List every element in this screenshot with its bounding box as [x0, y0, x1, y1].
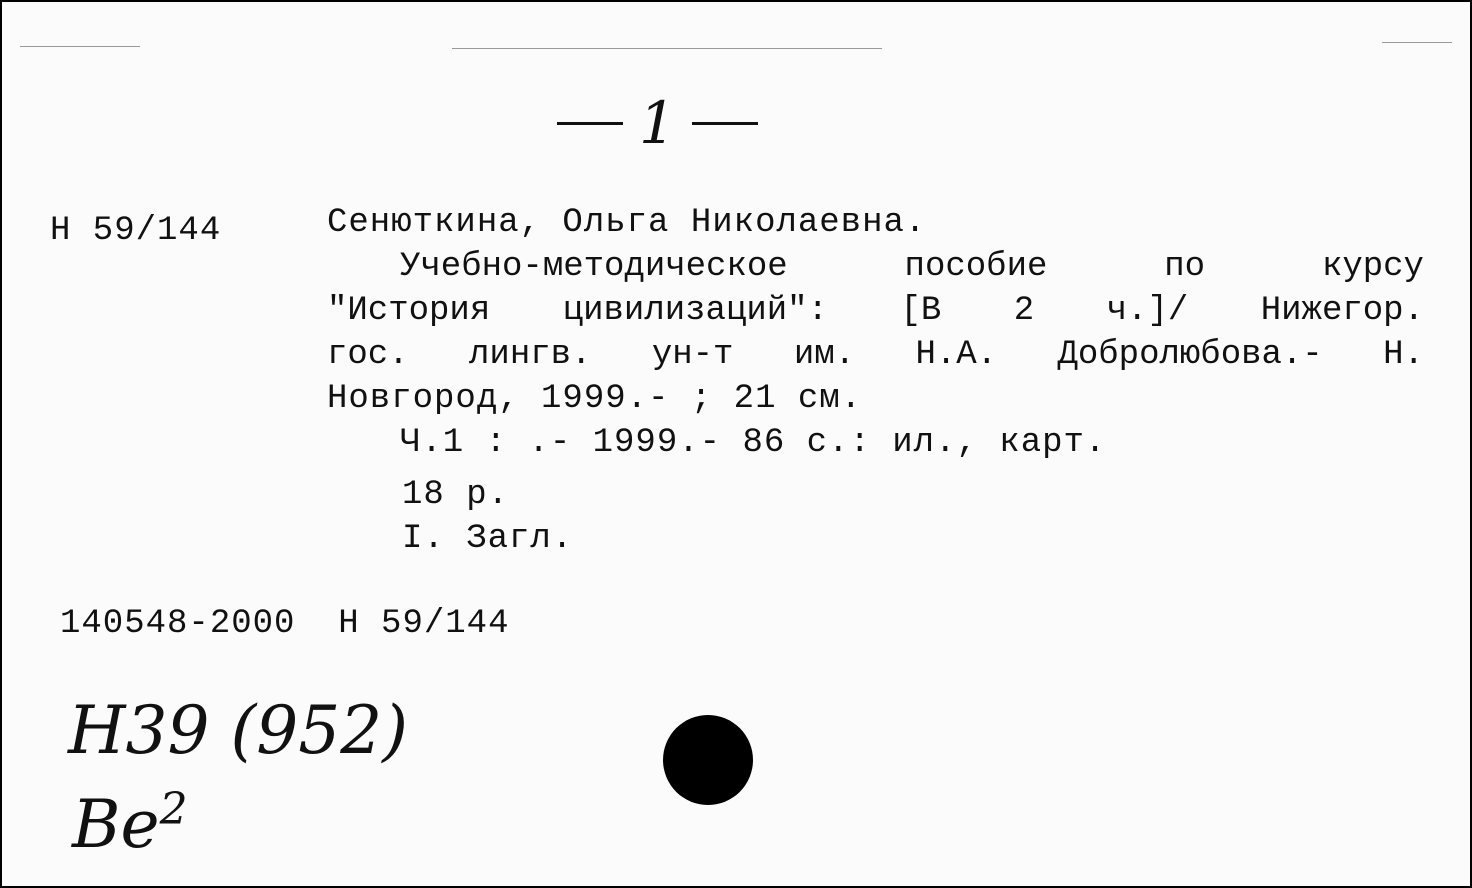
dash-right — [692, 122, 758, 125]
word: пособие — [904, 248, 1048, 286]
tracing: I. Загл. — [402, 520, 574, 558]
dash-left — [557, 122, 623, 125]
word: лингв. — [469, 336, 592, 374]
word: Н.А. — [915, 336, 998, 374]
handwritten-mark — [72, 784, 188, 863]
handwritten-mark-superscript: 2 — [159, 784, 188, 835]
word: гос. — [327, 336, 409, 374]
handwritten-classification: Н39 (952) — [68, 692, 408, 769]
title-line-1 — [400, 248, 1424, 286]
word: Учебно-методическое — [400, 248, 788, 286]
card-number-value: 1 — [639, 89, 676, 157]
price: 18 р. — [402, 476, 510, 514]
scan-noise-line — [452, 48, 882, 49]
scan-noise-line — [20, 46, 140, 47]
word: курсу — [1321, 248, 1424, 286]
word: 2 — [1013, 292, 1035, 330]
scan-noise-line — [1382, 42, 1452, 43]
word: ун-т — [651, 336, 734, 374]
title-line-2 — [327, 292, 1424, 330]
word: Добролюбова.- — [1057, 336, 1323, 374]
word: им. — [793, 336, 856, 374]
handwritten-mark-text: Be — [72, 786, 160, 863]
shelfmark: Н 59/144 — [50, 212, 222, 250]
word: по — [1164, 248, 1206, 286]
word: цивилизаций": — [562, 292, 828, 330]
word: Нижегор. — [1260, 292, 1424, 330]
word: "История — [327, 292, 491, 330]
punch-hole — [663, 715, 753, 805]
part-line: Ч.1 : .- 1999.- 86 с.: ил., карт. — [400, 424, 1107, 462]
word: ч.]/ — [1106, 292, 1189, 330]
card-number — [557, 89, 758, 157]
title-line-3 — [327, 336, 1424, 374]
word: [В — [900, 292, 942, 330]
word: Н. — [1383, 336, 1424, 374]
title-line-4: Новгород, 1999.- ; 21 см. — [327, 380, 863, 418]
inventory-number: 140548-2000 Н 59/144 — [60, 605, 510, 643]
author-heading: Сенюткина, Ольга Николаевна. — [327, 204, 927, 242]
